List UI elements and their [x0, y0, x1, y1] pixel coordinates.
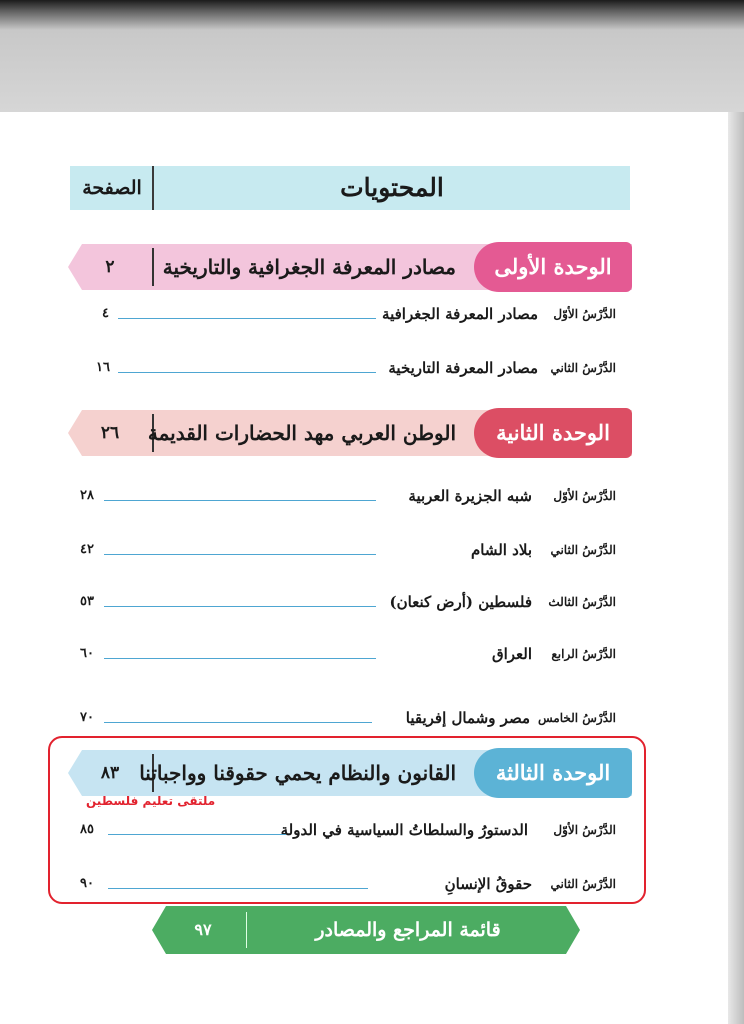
leader-line — [104, 722, 372, 723]
leader-line — [104, 554, 376, 555]
unit-title: مصادر المعرفة الجغرافية والتاريخية — [162, 255, 456, 279]
scan-shadow — [0, 0, 744, 112]
unit-page-number: ٨٣ — [100, 763, 120, 783]
lesson-name: بلاد الشام — [470, 541, 532, 559]
lesson-page-number: ١٦ — [96, 360, 110, 375]
unit-banner-3[interactable] — [68, 750, 632, 796]
unit-badge: الوحدة الثالثة — [474, 748, 632, 798]
leader-line — [118, 372, 376, 373]
unit-page-number: ٢٦ — [100, 423, 120, 443]
references-page-number: ٩٧ — [194, 920, 212, 939]
lesson-name: شبه الجزيرة العربية — [408, 487, 532, 505]
lesson-label: الدَّرْسُ الأوّل — [553, 489, 616, 503]
lesson-row[interactable] — [96, 356, 616, 380]
contents-title: المحتويات — [340, 173, 444, 202]
lesson-row[interactable] — [76, 538, 616, 562]
leader-line — [104, 658, 376, 659]
lesson-label: الدَّرْسُ الثاني — [550, 361, 616, 375]
footer-separator — [246, 912, 247, 948]
lesson-name: فلسطين (أرض كنعان) — [389, 593, 532, 611]
leader-line — [118, 318, 376, 319]
lesson-page-number: ٥٣ — [80, 594, 94, 609]
lesson-page-number: ٧٠ — [80, 710, 94, 725]
lesson-page-number: ٢٨ — [80, 488, 94, 503]
references-title: قائمة المراجع والمصادر — [315, 919, 501, 941]
page-edge — [728, 112, 744, 1024]
lesson-page-number: ٤٢ — [80, 542, 94, 557]
banner-separator — [152, 248, 154, 286]
unit-page-number: ٢ — [105, 257, 115, 277]
lesson-name: مصادر المعرفة التاريخية — [388, 359, 538, 377]
leader-line — [104, 606, 376, 607]
lesson-label: الدَّرْسُ الثاني — [550, 877, 616, 891]
lesson-page-number: ٨٥ — [80, 822, 94, 837]
lesson-name: العراق — [491, 645, 532, 663]
lesson-row[interactable] — [96, 302, 616, 326]
lesson-name: مصادر المعرفة الجغرافية — [382, 305, 538, 323]
lesson-row[interactable] — [76, 818, 616, 842]
unit-title: القانون والنظام يحمي حقوقنا وواجباتنا — [139, 761, 456, 785]
lesson-row[interactable] — [76, 590, 616, 614]
lesson-row[interactable] — [76, 484, 616, 508]
unit-banner-2[interactable] — [68, 410, 632, 456]
unit-banner-1[interactable] — [68, 244, 632, 290]
lesson-name: مصر وشمال إفريقيا — [405, 709, 530, 727]
leader-line — [108, 834, 286, 835]
unit-title: الوطن العربي مهد الحضارات القديمة — [147, 421, 456, 445]
unit-badge: الوحدة الثانية — [474, 408, 632, 458]
lesson-page-number: ٦٠ — [80, 646, 94, 661]
lesson-row[interactable] — [76, 872, 616, 896]
leader-line — [108, 888, 368, 889]
lesson-label: الدَّرْسُ الثالث — [548, 595, 616, 609]
lesson-page-number: ٩٠ — [80, 876, 94, 891]
lesson-label: الدَّرْسُ الثاني — [550, 543, 616, 557]
lesson-label: الدَّرْسُ الأوّل — [553, 823, 616, 837]
lesson-label: الدَّرْسُ الرابع — [551, 647, 616, 661]
lesson-name: الدستورُ والسلطاتُ السياسية في الدولة — [280, 821, 528, 839]
leader-line — [104, 500, 376, 501]
lesson-row[interactable] — [76, 642, 616, 666]
lesson-label: الدَّرْسُ الخامس — [537, 711, 616, 725]
watermark-text: ملتقى تعليم فلسطين — [86, 794, 216, 808]
page-column-label: الصفحة — [82, 177, 142, 199]
lesson-row[interactable] — [76, 706, 616, 730]
unit-badge: الوحدة الأولى — [474, 242, 632, 292]
lesson-name: حقوقُ الإنسانِ — [444, 875, 532, 893]
lesson-label: الدَّرْسُ الأوّل — [553, 307, 616, 321]
lesson-page-number: ٤ — [102, 306, 109, 321]
